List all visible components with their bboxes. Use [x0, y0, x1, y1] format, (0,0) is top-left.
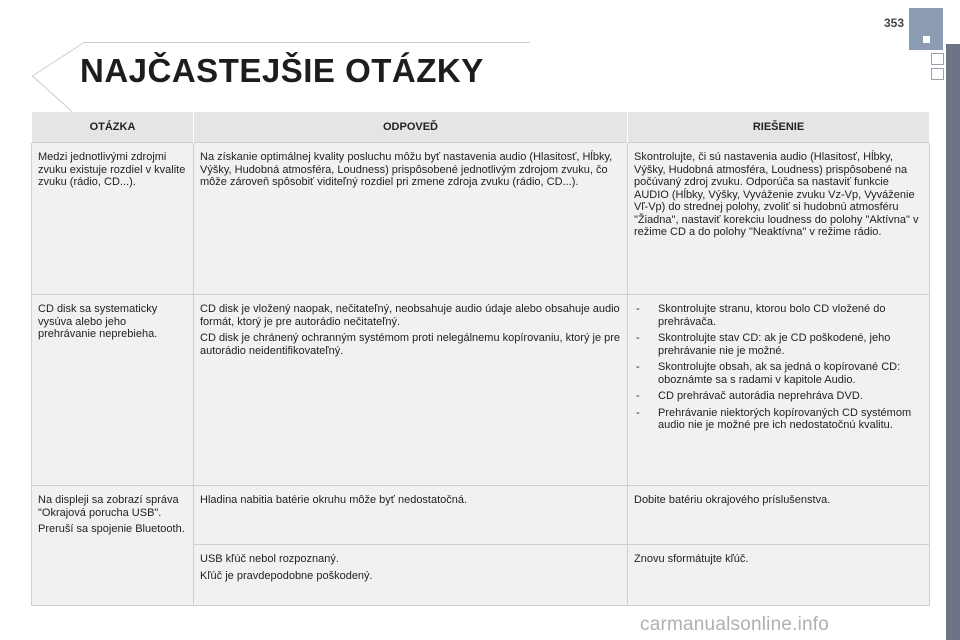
answer-cell: [194, 143, 628, 295]
column-header-answer: ODPOVEĎ: [194, 112, 628, 143]
answer-cell: [194, 545, 628, 606]
question-cell: [32, 486, 194, 606]
list-item: - Skontrolujte stranu, ktorou bolo CD vložené do prehrávača.: [634, 303, 923, 328]
question-text: Medzi jednotlivými zdrojmi zvuku existuje rozdiel v kvalite zvuku (rádio, CD...).: [38, 151, 186, 188]
solution-list: [634, 303, 923, 432]
chapter-box-icon: [931, 53, 944, 65]
solution-text: Skontrolujte, či sú nastavenia audio (Hlasitosť, Hĺbky, Výšky, Hudobná atmosféra, Loudness) prispôsobené na počúvaný zdroj zvuku. Odporúča sa nastaviť funkcie AUDIO (Hĺbky, Výšky, Vyváženie zvuku Vz-Vp, Vyváženie Vľ-Vp) do strednej polohy, zvoliť si hudobnú atmosféru "Žiadna", nastaviť korekciu loudness do polohy "Aktívna" v režime CD a do polohy "Neaktívna" v režime rádio.: [634, 151, 919, 238]
solution-cell: [628, 486, 930, 545]
answer-cell: [194, 486, 628, 545]
solution-text: Dobite batériu okrajového príslušenstva.: [634, 494, 831, 506]
list-item: - Skontrolujte stav CD: ak je CD poškodené, jeho prehrávanie nie je možné.: [634, 332, 923, 357]
answer-text: CD disk je vložený naopak, nečitateľný, neobsahuje audio údaje alebo obsahuje audio formát, ktorý je pre autorádio nečitateľný.: [200, 303, 620, 328]
chapter-tab: [909, 8, 943, 50]
column-header-question: OTÁZKA: [32, 112, 194, 143]
question-text: Na displeji sa zobrazí správa "Okrajová porucha USB".: [38, 494, 179, 519]
table-row: [32, 486, 930, 545]
chapter-marker-icon: [923, 36, 930, 43]
page-number: 353: [883, 16, 904, 30]
table-row: [32, 295, 930, 486]
answer-text: Hladina nabitia batérie okruhu môže byť nedostatočná.: [200, 494, 468, 506]
list-item: - CD prehrávač autorádia neprehráva DVD.: [634, 390, 923, 403]
answer-text: CD disk je chránený ochranným systémom proti nelegálnemu kopírovaniu, ktorý je pre autorádio neidentifikovateľný.: [200, 332, 621, 357]
faq-table: [31, 112, 930, 606]
table-row: [32, 143, 930, 295]
watermark: carmanualsonline.info: [640, 614, 830, 635]
answer-text: Na získanie optimálnej kvality posluchu môžu byť nastavenia audio (Hlasitosť, Hĺbky, Výšky, Hudobná atmosféra, Loudness) prispôsobené jednotlivým zdrojom zvuku, čo môže zároveň spôsobiť viditeľný rozdiel pri zmene zdroja zvuku (rádio, CD...).: [200, 151, 613, 188]
solution-cell: [628, 143, 930, 295]
question-text: CD disk sa systematicky vysúva alebo jeho prehrávanie neprebieha.: [38, 303, 158, 340]
answer-text: USB kľúč nebol rozpoznaný.: [200, 553, 339, 565]
answer-cell: [194, 295, 628, 486]
question-cell: [32, 143, 194, 295]
question-cell: [32, 295, 194, 486]
list-item: - Skontrolujte obsah, ak sa jedná o kopírované CD: oboznámte sa s radami v kapitole Audio.: [634, 361, 923, 386]
chapter-box-icon: [931, 68, 944, 80]
solution-cell: [628, 295, 930, 486]
list-item: - Prehrávanie niektorých kopírovaných CD systémom audio nie je možné pre ich nedostatočnú kvalitu.: [634, 407, 923, 432]
column-header-solution: RIEŠENIE: [628, 112, 930, 143]
question-text: Preruší sa spojenie Bluetooth.: [38, 523, 185, 535]
side-bar: [946, 44, 960, 640]
answer-text: Kľúč je pravdepodobne poškodený.: [200, 569, 373, 582]
page-title: NAJČASTEJŠIE OTÁZKY: [80, 52, 484, 89]
table-header-row: [32, 112, 930, 143]
solution-cell: [628, 545, 930, 606]
solution-text: Znovu sformátujte kľúč.: [634, 553, 749, 565]
